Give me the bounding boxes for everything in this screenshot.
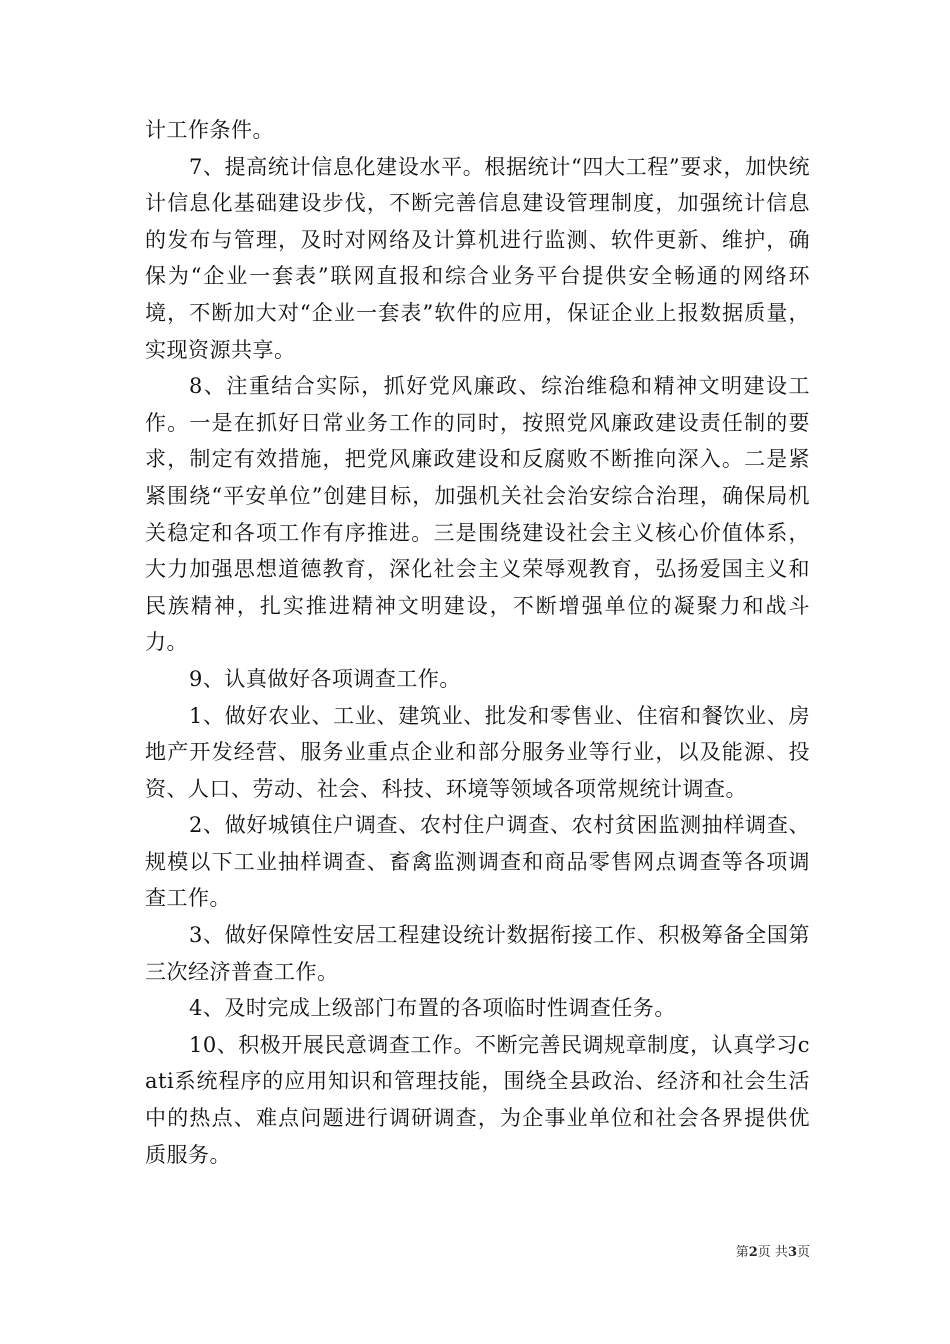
current-page-number: 2 <box>748 1245 758 1260</box>
total-page-number: 3 <box>787 1245 797 1260</box>
paragraph: 10、积极开展民意调查工作。不断完善民调规章制度，认真学习cati系统程序的应用知识和管理技能，围绕全县政治、经济和社会生活中的热点、难点问题进行调研调查，为企事业单位和社会各界提供优质服务。 <box>145 1032 810 1167</box>
paragraph: 1、做好农业、工业、建筑业、批发和零售业、住宿和餐饮业、房地产开发经营、服务业重点企业和部分服务业等行业，以及能源、投资、人口、劳动、社会、科技、环境等领域各项常规统计调查。 <box>145 703 810 801</box>
page-number-footer <box>690 1244 810 1262</box>
document-body <box>145 112 810 1173</box>
paragraph: 9、认真做好各项调查工作。 <box>189 666 461 691</box>
paragraph: 7、提高统计信息化建设水平。根据统计“四大工程”要求，加快统计信息化基础建设步伐，不断完善信息建设管理制度，加强统计信息的发布与管理，及时对网络及计算机进行监测、软件更新、维护，确保为“企业一套表”联网直报和综合业务平台提供安全畅通的网络环境，不断加大对“企业一套表”软件的应用，保证企业上报数据质量，实现资源共享。 <box>145 154 810 362</box>
paragraph: 8、注重结合实际，抓好党风廉政、综治维稳和精神文明建设工作。一是在抓好日常业务工作的同时，按照党风廉政建设责任制的要求，制定有效措施，把党风廉政建设和反腐败不断推向深入。二是紧紧围绕“平安单位”创建目标，加强机关社会治安综合治理，确保局机关稳定和各项工作有序推进。三是围绕建设社会主义核心价值体系，大力加强思想道德教育，深化社会主义荣辱观教育，弘扬爱国主义和民族精神，扎实推进精神文明建设，不断增强单位的凝聚力和战斗力。 <box>145 374 810 655</box>
footer-middle: 页 共 <box>757 1245 788 1260</box>
paragraph: 计工作条件。 <box>145 118 274 142</box>
paragraph: 3、做好保障性安居工程建设统计数据衔接工作、积极筹备全国第三次经济普查工作。 <box>145 923 810 984</box>
paragraph: 4、及时完成上级部门布置的各项临时性调查任务。 <box>189 996 676 1021</box>
paragraph: 2、做好城镇住户调查、农村住户调查、农村贫困监测抽样调查、规模以下工业抽样调查、畜禽监测调查和商品零售网点调查等各项调查工作。 <box>145 813 810 911</box>
footer-suffix: 页 <box>796 1245 810 1260</box>
footer-prefix: 第 <box>735 1245 749 1260</box>
